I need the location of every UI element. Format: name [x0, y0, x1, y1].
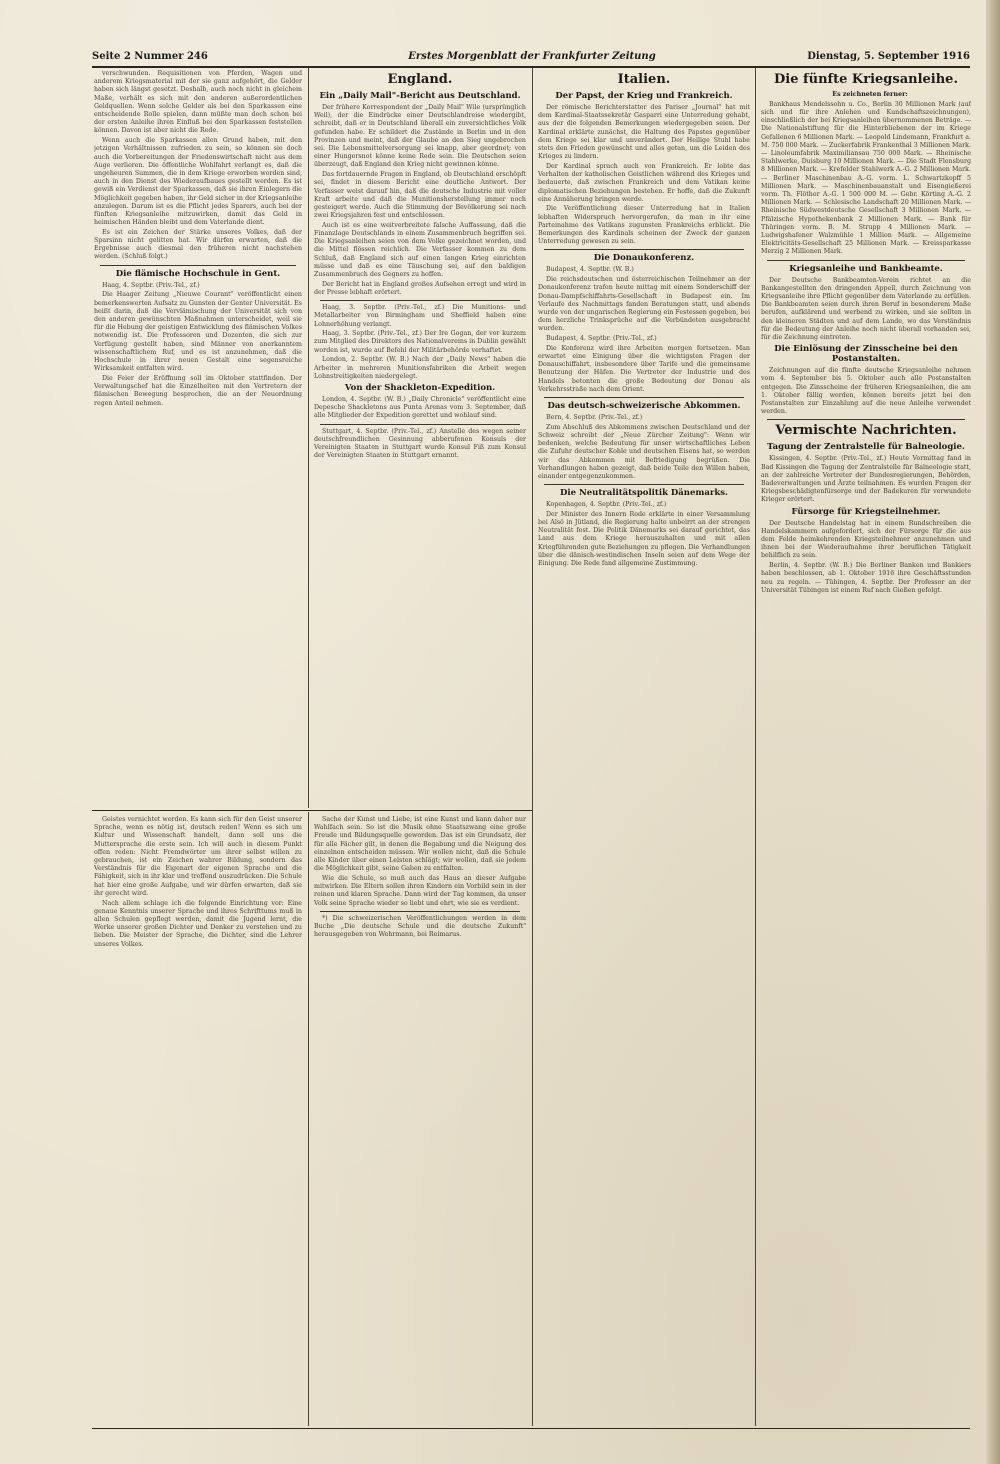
article-text: Geistes vernichtet werden. Es kann sich für den Geist unserer Sprache, wenn es nötig ist, deutsch reden! Wenn es sich um Kultur und Wissenschaft handelt, dann soll uns die Muttersprache die erste sein. Ich will auch in diesem Punkt offen reden: Nicht Fremdwörter um ihrer selbst willen zu gebrauchen, ist ein Zeichen wahrer Bildung, sondern das Verständnis für die Eigenart der eigenen Sprache und die Fähigkeit, sich in ihr klar und treffend auszudrücken. Die Schule hat hier eine große Aufgabe, und wir dürfen erwarten, daß sie ihr gerecht wird.	[94, 816, 302, 897]
section-title: Fürsorge für Kriegsteilnehmer.	[791, 506, 941, 517]
feuilleton-middle	[314, 816, 526, 1426]
news-item: Stuttgart, 4. Septbr. (Priv.-Tel., zf.) Anstelle des wegen seiner deutschfreundlichen Gesinnung abberufenen Konsuls der Vereinigten Staaten in Stuttgart wurde Konsul Fiß zum Konsul der Vereinigten Staaten in Stuttgart ernannt.	[314, 427, 526, 460]
article-text: Der römische Berichterstatter des Pariser „Journal" hat mit dem Kardinal-Staatssekretär Gasparri eine Unterredung gehabt, aus der die folgenden Bemerkungen wiedergegeben seien. Der Kardinal erklärte zunächst, die Haltung des Papstes gegenüber dem Kriege sei klar und unverändert. Der Heilige Stuhl habe stets den Frieden gewünscht und alles getan, um die Leiden des Krieges zu lindern.	[538, 104, 750, 161]
page-bottom-rule	[92, 1428, 970, 1429]
newspaper-title: Erstes Morgenblatt der Frankfurter Zeitung	[408, 51, 656, 62]
issue-date: Dienstag, 5. September 1916	[807, 51, 970, 62]
separator	[544, 249, 744, 250]
article-text: Wenn auch die Sparkassen allen Grund haben, mit den jetzigen Verhältnissen zufrieden zu sein, so können sie doch auch die Vorbereitungen der Friedenswirtschaft nicht aus dem Auge verlieren. Die öffentliche Wohlfahrt verlangt es, daß die ungeheuren Summen, die in dem Kriege erworben worden sind, auch in den Dienst des Wiederaufbaues gestellt werden. Es ist gewiß ein Verdienst der Sparkassen, daß sie ihren Einlegern die Möglichkeit gegeben haben, ihr Geld sicher in der Kriegsanleihe anzulegen. Darum ist es die Pflicht jedes Sparers, auch bei der fünften Kriegsanleihe mitzuwirken, damit das Geld in heimischen Händen bleibt und dem Vaterlande dient.	[94, 137, 302, 227]
article-text: Der frühere Korrespondent der „Daily Mail" Wile (ursprünglich Weil), der die Eindrücke einer Deutschlandreise wiedergibt, schreibt, daß er in Deutschland überall ein zuversichtliches Volk gefunden habe. Er schildert die Zustände in Berlin und in den Provinzen und meint, daß der Glaube an den Sieg ungebrochen sei. Die Lebensmittelversorgung sei knapp, aber geordnet; von einer Hungersnot könne keine Rede sein. Die Deutschen seien überzeugt, daß England den Krieg nicht gewinnen könne.	[314, 104, 526, 169]
article-text: Der Kardinal sprach auch von Frankreich. Er lobte das Verhalten der katholischen Geistlichen während des Krieges und bedauerte, daß zwischen Frankreich und dem Vatikan keine diplomatischen Beziehungen bestehen. Er hoffe, daß die Zukunft eine Annäherung bringen werde.	[538, 162, 750, 203]
article-text: Sache der Kunst und Liebe, ist eine Kunst und kann daher nur Wahlfach sein. So ist die Musik ohne Staatszwang eine große Freude und Bildungsquelle geworden. Das ist ein Grundsatz, der für alle Fächer gilt, in denen die Begabung und die Neigung des einzelnen entscheiden müssen. Wir wollen nicht, daß die Schule alle Kinder über einen Leisten schlägt; wir wollen, daß sie jedem die Möglichkeit gibt, seine Gaben zu entfalten.	[314, 816, 526, 873]
headline-kriegsanleihe: Die fünfte Kriegsanleihe.	[774, 72, 958, 87]
headline-england: England.	[387, 72, 453, 87]
article-text: Der Minister des Innern Rode erklärte in einer Versammlung bei Alsö in Jütland, die Regierung halte unbeirrt an der strengen Neutralität fest. Die Politik Dänemarks sei darauf gerichtet, das Land aus dem Kriege herauszuhalten und mit allen Kriegführenden gute Beziehungen zu pflegen. Die Verhandlungen über die dänisch-westindischen Inseln seien auf dem Wege der Einigung. Die Rede fand allgemeine Zustimmung.	[538, 510, 750, 568]
column-4	[761, 70, 971, 1426]
footnote: *) Die schweizerischen Veröffentlichungen werden in dem Buche „Die deutsche Schule und die deutsche Zukunft" herausgegeben von Wehrmann, bei Reimarus.	[314, 914, 526, 939]
subscription-list: Bankhaus Mendelssohn u. Co., Berlin 30 Millionen Mark (auf sich und für ihre Anlehen und Kundschaftszeichnungen), einschließlich der bei Kriegsanleihen übernommenen Beträge. — Die Nationalstiftung für die Hinterbliebenen der im Kriege Gefallenen 6 Millionen Mark. — Leopold Lindemann, Frankfurt a. M. 750 000 Mark. — Zuckerfabrik Frankenthal 3 Millionen Mark. — Linoleumfabrik Maximiliansau 750 000 Mark. — Rheinische Stahlwerke, Duisburg 10 Millionen Mark. — Die Stadt Flensburg 8 Millionen Mark. — Krefelder Stahlwerk A.-G. 2 Millionen Mark. — Berliner Maschinenbau A.-G. vorm. L. Schwartzkopff 5 Millionen Mark. — Maschinenbauanstalt und Eisengießerei vorm. Th. Flöther A.-G. 1 500 000 M. — Gebr. Körting A.-G. 2 Millionen Mark. — Schlesische Landschaft 20 Millionen Mark. — Rheinische Südwestdeutsche Gesellschaft 3 Millionen Mark. — Pfälzische Hypothekenbank 2 Millionen Mark. — Bank für Thüringen vorm. B. M. Strupp 4 Millionen Mark. — Ludwigshafener Walzmühle 1 Million Mark. — Allgemeine Elektricitäts-Gesellschaft 25 Millionen Mark. — Kreissparkasse Merzig 2 Millionen Mark.	[761, 100, 971, 256]
news-item: London, 2. Septbr. (W. B.) Nach der „Daily News" haben die Arbeiter in mehreren Munitionsfabriken die Arbeit wegen Lohnstreitigkeiten niedergelegt.	[314, 356, 526, 380]
separator	[320, 424, 520, 425]
kicker: Es zeichneten ferner:	[832, 91, 908, 98]
section-title: Kriegsanleihe und Bankbeamte.	[789, 263, 943, 274]
section-title: Die Einlösung der Zinsscheine bei den Postanstalten.	[774, 344, 958, 365]
dateline: Bern, 4. Septbr. (Priv.-Tel., zf.)	[546, 414, 643, 421]
separator	[544, 484, 744, 485]
section-title: Die Donaukonferenz.	[593, 253, 695, 264]
article-text: Die reichsdeutschen und österreichischen Teilnehmer an der Donaukonferenz trafen heute mittag mit einem Sonderschiff der Donau-Dampfschiffahrts-Gesellschaft in Budapest ein. Im Verlaufe des Nachmittags fanden Beratungen statt, und abends wurde von der ungarischen Regierung ein Festessen gegeben, bei dem herzliche Trinksprüche auf die Verbündeten ausgebracht wurden.	[538, 276, 750, 333]
feuilleton-left	[94, 816, 302, 1426]
dateline: Haag, 4. Septbr. (Priv.-Tel., zf.)	[102, 281, 200, 289]
article-text: Auch ist es eine weitverbreitete falsche Auffassung, daß die Finanzlage Deutschlands in einem Zusammenbruch begriffen sei. Die Kriegsanleihen seien von dem Volke gezeichnet worden, und die Mittel flössen reichlich. Die Verfasser kommen zu dem Schluß, daß England sich auf einen langen Krieg einrichten müsse und daß es eine Täuschung sei, auf den baldigen Zusammenbruch des Gegners zu hoffen.	[314, 221, 526, 279]
headline-vermischtes: Vermischte Nachrichten.	[775, 423, 957, 439]
article-text: Die Feier der Eröffnung soll im Oktober stattfinden. Der Verwaltungschef hat die Einzelheiten mit den Vertretern der flämischen Bewegung besprochen, die an der Neuordnung regen Anteil nehmen.	[94, 374, 302, 407]
article-text: Das fortdauernde Fragen in England, ob Deutschland erschöpft sei, findet in diesem Bericht eine deutliche Antwort. Der Verfasser weist darauf hin, daß die deutsche Industrie mit voller Kraft arbeite und daß die Munitionsherstellung immer noch gesteigert werde. Auch die Stimmung der Bevölkerung sei nach zwei Kriegsjahren fest und entschlossen.	[314, 171, 526, 220]
subhead: Tagung der Zentralstelle für Balneologie.	[767, 442, 965, 453]
separator	[320, 300, 520, 301]
section-title: Die flämische Hochschule in Gent.	[115, 268, 281, 279]
column-rule-bottom	[308, 812, 309, 1426]
article-text: Der Deutsche Handelstag hat in einem Rundschreiben die Handelskammern aufgefordert, sich der Fürsorge für die aus dem Felde heimkehrenden Kriegsteilnehmer anzunehmen und ihnen bei der Wiederaufnahme ihrer beruflichen Tätigkeit behilflich zu sein.	[761, 519, 971, 560]
separator	[320, 911, 520, 912]
article-text: Die Haager Zeitung „Nieuwe Courant" veröffentlicht einen bemerkenswerten Aufsatz zu Gunsten der Genter Universität. Es heißt darin, daß die Vervlämischung der Universität sich von den anderen gewünschten Maßnahmen unterscheidet, weil sie für die Hebung der geistigen Entwicklung des flämischen Volkes notwendig ist. Die Professoren und Dozenten, die sich zur Verfügung gestellt haben, sind Männer von anerkanntem wissenschaftlichem Ruf, und es ist anzunehmen, daß die Hochschule in ihrer neuen Gestalt eine segensreiche Wirksamkeit entfalten wird.	[94, 291, 302, 373]
article-text: verschwunden. Requisitionen von Pferden, Wagen und anderem Kriegsmaterial mit der sie ganz aufgehört, die Gelder haben sich längst gesetzt. Deshalb, auch noch nicht in gleichem Maße, verhält es sich mit den anderen außerordentlichen Geldquellen. Wenn solche Gelder als bei den Sparkassen eine entscheidende Rolle spielen, dann müßte man doch schon bei der ersten Anleihe ihren Einfluß bei den Sparkassen feststellen können. Davon ist aber nicht die Rede.	[94, 70, 302, 135]
separator	[100, 265, 296, 266]
column-rule-1	[308, 68, 309, 808]
article-text: Der Bericht hat in England großes Aufsehen erregt und wird in der Presse lebhaft erörtert.	[314, 280, 526, 296]
headline-italien: Italien.	[617, 72, 671, 87]
page-number: Seite 2 Nummer 246	[92, 51, 208, 62]
dateline: Kopenhagen, 4. Septbr. (Priv.-Tel., zf.)	[546, 501, 667, 509]
separator	[767, 419, 965, 420]
column-rule-2	[532, 68, 533, 1426]
column-2	[314, 70, 526, 808]
news-item: Haag, 3. Septbr. (Priv.-Tel., zf.) Der Ire Gogan, der vor kurzem zum Mitglied des Direktors des Nationalvereins in Dublin gewählt worden ist, wurde auf Befehl der Militärbehörde verhaftet.	[314, 330, 526, 354]
page-binding-edge	[986, 0, 1000, 1464]
column-3	[538, 70, 750, 1426]
masthead-rule	[92, 66, 970, 68]
news-item: London, 4. Septbr. (W. B.) „Daily Chronicle" veröffentlicht eine Depesche Shackletons aus Punta Arenas vom 3. September, daß alle Mitglieder der Expedition gerettet und wohlauf sind.	[314, 396, 526, 420]
article-text: Wie die Schule, so muß auch das Haus an dieser Aufgabe mitwirken. Die Eltern sollen ihren Kindern ein Vorbild sein in der reinen und klaren Sprache. Dann wird der Tag kommen, da unser Volk seine Sprache wieder so liebt und ehrt, wie sie es verdient.	[314, 874, 526, 907]
article-text: Zeichnungen auf die fünfte deutsche Kriegsanleihe nehmen vom 4. September bis 5. Oktober auch alle Postanstalten entgegen. Die Zinsscheine der früheren Kriegsanleihen, die am 1. Oktober fällig werden, können bereits jetzt bei den Postanstalten zur Einzahlung auf die neue Anleihe verwendet werden.	[761, 367, 971, 416]
article-text: Die Konferenz wird ihre Arbeiten morgen fortsetzen. Man erwartet eine Einigung über die wichtigsten Fragen der Donauschiffahrt, insbesondere über Tarife und die gemeinsame Benutzung der Häfen. Die Vertreter der Industrie und des Handels betonten die große Bedeutung der Donau als Verkehrsstraße nach dem Orient.	[538, 344, 750, 393]
article-text: Nach allem schlage ich die folgende Einrichtung vor: Eine genaue Kenntnis unserer Sprache und ihres Schrifttums muß in allen Schulen gepflegt werden, damit die Jugend lernt, die Werke unserer großen Dichter und Denker zu verstehen und zu lieben. Die Meister der Sprache, die Dichter, sind die Lehrer unseres Volkes.	[94, 899, 302, 948]
column-1	[94, 70, 302, 808]
section-rule-bottom	[92, 810, 532, 811]
dateline: Budapest, 4. Septbr. (Priv.-Tel., zf.)	[546, 335, 657, 343]
column-rule-3	[755, 68, 756, 1426]
article-text: Der Deutsche Bankbeamten-Verein richtet an die Bankangestellten den dringenden Appell, durch Zeichnung von Kriegsanleihe ihre Pflicht gegenüber dem Vaterlande zu erfüllen. Die Bankbeamten seien durch ihren Beruf in besonderem Maße berufen, aufklärend und werbend zu wirken, und sie sollten in den kleineren Städten und auf dem Lande, wo das Verständnis für die Bedeutung der Anleihe noch nicht überall vorhanden sei, für die Zeichnung eintreten.	[761, 276, 971, 341]
section-title: Von der Shackleton-Expedition.	[344, 383, 496, 393]
section-title: Die Neutralitätspolitik Dänemarks.	[560, 488, 728, 499]
subhead: Der Papst, der Krieg und Frankreich.	[555, 91, 733, 101]
separator	[767, 260, 965, 261]
news-item: Haag, 3. Septbr. (Priv.-Tel., zf.) Die Munitions- und Metallarbeiter von Birmingham und Sheffield haben eine Lohnerhöhung verlangt.	[314, 304, 526, 328]
masthead	[92, 51, 970, 65]
separator	[544, 397, 744, 398]
article-text: Zum Abschluß des Abkommens zwischen Deutschland und der Schweiz schreibt der „Neue Zürcher Zeitung": Wenn wir bedenken, welche Bedeutung für unser wirtschaftliches Leben die Zufuhr deutscher Kohle und deutschen Eisens hat, so werden wir das Abkommen mit Befriedigung begrüßen. Die Verhandlungen haben gezeigt, daß beide Teile den Willen haben, einander entgegenzukommen.	[538, 423, 750, 480]
subhead: Ein „Daily Mail"-Bericht aus Deutschland.	[319, 91, 521, 101]
article-text: Kissingen, 4. Septbr. (Priv.-Tel., zf.) Heute Vormittag fand in Bad Kissingen die Tagung der Zentralstelle für Balneologie statt, an der zahlreiche Vertreter der Bundesregierungen, Behörden, Badeverwaltungen und Ärzte teilnahmen. Es wurden Fragen der Kriegsbeschädigtenfürsorge und der Badekuren für verwundete Krieger erörtert.	[761, 455, 971, 504]
article-text: Die Veröffentlichung dieser Unterredung hat in Italien lebhaften Widerspruch hervorgerufen, da man in ihr eine Parteinahme des Vatikans zugunsten Frankreichs erblickt. Die Bemerkungen des Kardinals scheinen der Zweck der ganzen Unterredung gewesen zu sein.	[538, 205, 750, 246]
article-text: Berlin, 4. Septbr. (W. B.) Die Berliner Banken und Bankiers haben beschlossen, ab 1. Oktober 1916 ihre Geschäftsstunden neu zu regeln. — Tübingen, 4. Septbr. Der Professor an der Universität Tübingen ist einem Ruf nach Gießen gefolgt.	[761, 562, 971, 594]
dateline: Budapest, 4. Septbr. (W. B.)	[546, 266, 634, 274]
article-text: Es ist ein Zeichen der Stärke unseres Volkes, daß der Sparsinn nicht gelitten hat. Wir dürfen erwarten, daß die Ergebnisse auch diesmal den früheren nicht nachstehen werden. (Schluß folgt.)	[94, 228, 302, 261]
section-title: Das deutsch-schweizerische Abkommen.	[547, 401, 741, 411]
